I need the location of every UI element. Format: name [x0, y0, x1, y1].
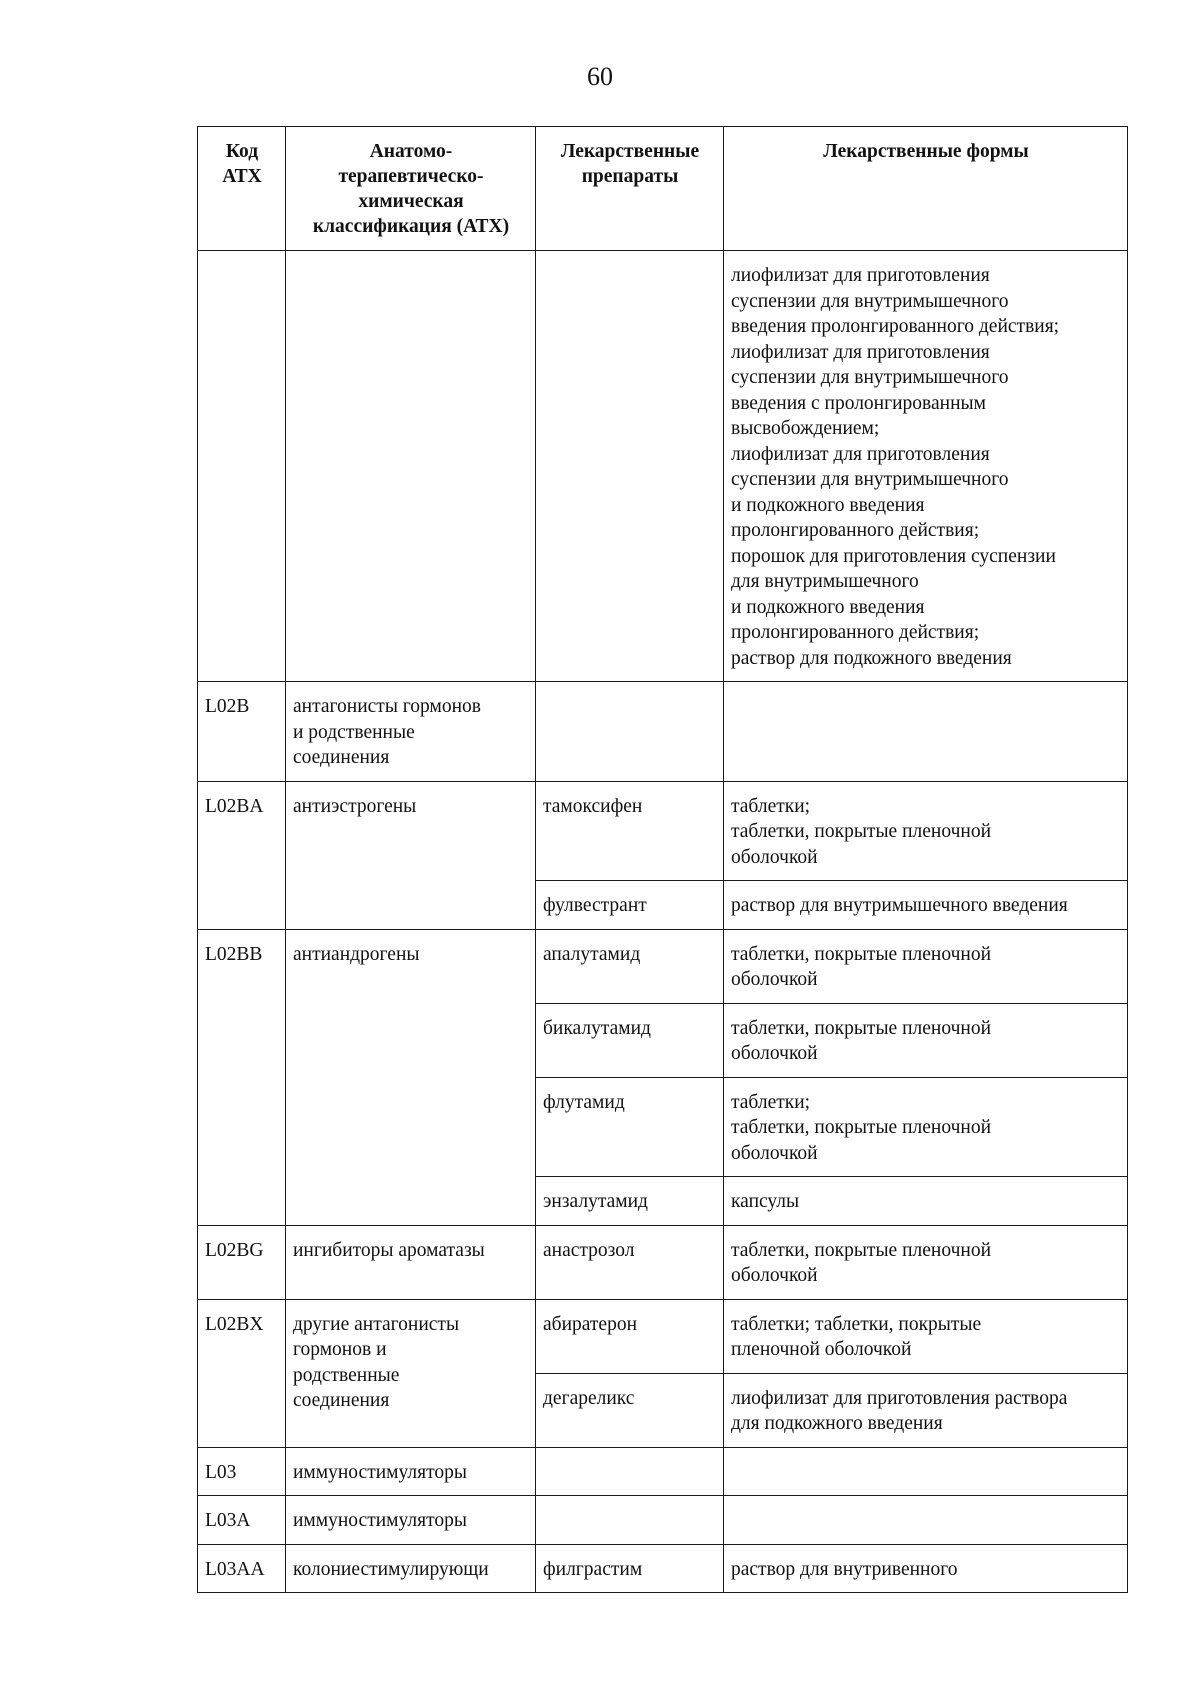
cell-forms: [724, 1496, 1128, 1545]
cell-code: L02BX: [198, 1299, 286, 1447]
header-code: Код АТХ: [198, 127, 286, 251]
cell-drug: филграстим: [536, 1544, 724, 1593]
cell-drug: [536, 1447, 724, 1496]
cell-forms: таблетки, покрытые пленочной оболочкой: [724, 929, 1128, 1003]
cell-code: L02BB: [198, 929, 286, 1225]
cell-drug: анастрозол: [536, 1225, 724, 1299]
cell-forms: раствор для внутримышечного введения: [724, 881, 1128, 930]
cell-forms: таблетки, покрытые пленочной оболочкой: [724, 1225, 1128, 1299]
cell-code: L02BG: [198, 1225, 286, 1299]
cell-drug: [536, 1496, 724, 1545]
cell-drug: [536, 682, 724, 782]
table-row: [198, 251, 1128, 682]
cell-classification: другие антагонисты гормонов и родственные соединения: [286, 1299, 536, 1447]
cell-forms: таблетки; таблетки, покрытые пленочной оболочкой: [724, 781, 1128, 881]
table-row: [198, 1496, 1128, 1545]
cell-forms: капсулы: [724, 1177, 1128, 1226]
cell-code: L03A: [198, 1496, 286, 1545]
cell-drug: бикалутамид: [536, 1003, 724, 1077]
header-drugs: Лекарственные препараты: [536, 127, 724, 251]
cell-drug: дегареликс: [536, 1373, 724, 1447]
header-classification: Анатомо- терапевтическо- химическая классификация (АТХ): [286, 127, 536, 251]
table-row: [198, 1447, 1128, 1496]
cell-code: L03AA: [198, 1544, 286, 1593]
page-number: 60: [587, 62, 613, 91]
cell-forms: таблетки; таблетки, покрытые пленочной оболочкой: [724, 1299, 1128, 1373]
table-header-row: [198, 127, 1128, 251]
cell-forms: таблетки; таблетки, покрытые пленочной оболочкой: [724, 1077, 1128, 1177]
cell-drug: энзалутамид: [536, 1177, 724, 1226]
table-row: [198, 1299, 1128, 1373]
cell-forms: лиофилизат для приготовления раствора для подкожного введения: [724, 1373, 1128, 1447]
cell-classification: антиандрогены: [286, 929, 536, 1225]
cell-code: [198, 251, 286, 682]
cell-classification: колониестимулирующи: [286, 1544, 536, 1593]
atx-table: [197, 126, 1128, 1593]
cell-code: L03: [198, 1447, 286, 1496]
cell-classification: [286, 251, 536, 682]
cell-classification: антагонисты гормонов и родственные соединения: [286, 682, 536, 782]
cell-drug: флутамид: [536, 1077, 724, 1177]
table-row: [198, 1225, 1128, 1299]
cell-forms: таблетки, покрытые пленочной оболочкой: [724, 1003, 1128, 1077]
cell-forms: [724, 1447, 1128, 1496]
table-row: [198, 781, 1128, 881]
cell-drug: тамоксифен: [536, 781, 724, 881]
cell-classification: ингибиторы ароматазы: [286, 1225, 536, 1299]
cell-classification: антиэстрогены: [286, 781, 536, 929]
table-row: [198, 682, 1128, 782]
cell-drug: абиратерон: [536, 1299, 724, 1373]
cell-forms: раствор для внутривенного: [724, 1544, 1128, 1593]
cell-code: L02B: [198, 682, 286, 782]
cell-forms: [724, 682, 1128, 782]
cell-forms: лиофилизат для приготовления суспензии для внутримышечного введения пролонгированного действия; лиофилизат для приготовления суспензии для внутримышечного введения с пролонгированным высвобождением; лиофилизат для приготовления суспензии для внутримышечного и подкожного введения пролонгированного действия; порошок для приготовления суспензии для внутримышечного и подкожного введения пролонгированного действия; раствор для подкожного введения: [724, 251, 1128, 682]
cell-classification: иммуностимуляторы: [286, 1496, 536, 1545]
cell-code: L02BA: [198, 781, 286, 929]
header-forms: Лекарственные формы: [724, 127, 1128, 251]
cell-classification: иммуностимуляторы: [286, 1447, 536, 1496]
table-row: [198, 929, 1128, 1003]
cell-drug: апалутамид: [536, 929, 724, 1003]
cell-drug: фулвестрант: [536, 881, 724, 930]
cell-drug: [536, 251, 724, 682]
table-row: [198, 1544, 1128, 1593]
